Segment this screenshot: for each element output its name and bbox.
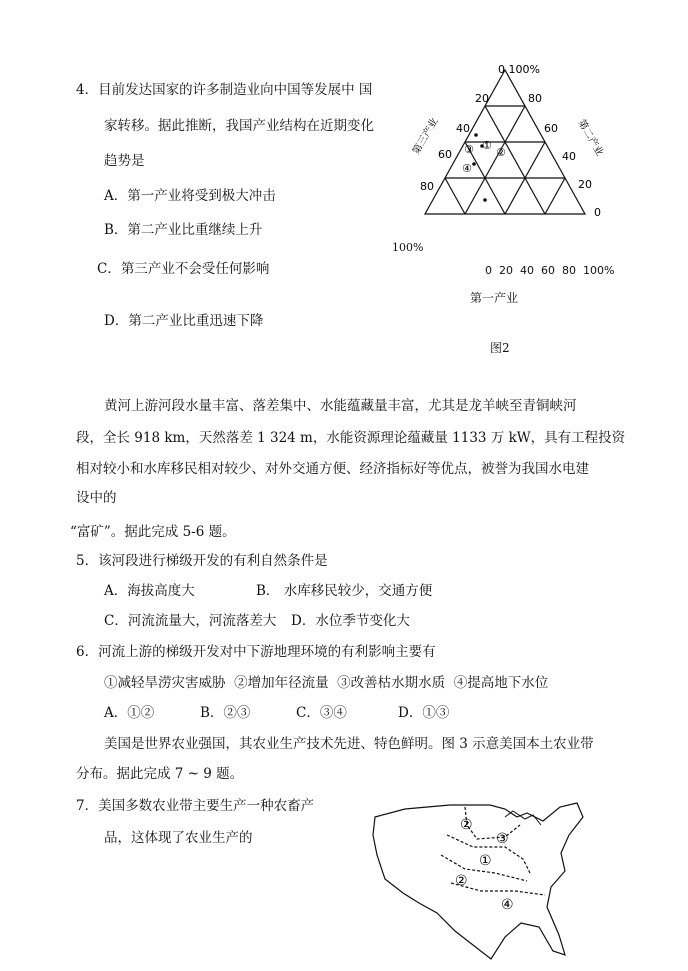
tick-left-60: 60 [438, 148, 452, 161]
axis-label-secondary: 第二产业 [575, 118, 605, 159]
point-label-1: ① [482, 139, 492, 152]
q5-option-d: D．水位季节变化大 [291, 613, 410, 629]
q5-option-c: C．河流流量大，河流落差大 [104, 613, 277, 629]
figure2-caption: 图2 [490, 341, 510, 355]
tick-right-0: 0 [594, 206, 601, 219]
point-label-2: ② [496, 146, 506, 159]
tick-right-80: 80 [528, 92, 542, 105]
us-outline [373, 803, 583, 959]
passage1-line4: 设中的 [76, 490, 117, 506]
map-label-2-north: ② [460, 817, 473, 833]
q6-option-b: B．②③ [200, 705, 251, 721]
tick-left-40: 40 [456, 122, 470, 135]
tick-left-80: 80 [420, 180, 434, 193]
q4-line1: 4．目前发达国家的许多制造业向中国等发展中 国 [76, 82, 373, 98]
tick-top: 0 100% [498, 63, 540, 76]
ternary-triangle [425, 70, 585, 214]
q6-option-c: C．③④ [296, 705, 347, 721]
map-label-1: ① [479, 853, 492, 869]
q4-option-c: C．第三产业不会受任何影响 [97, 261, 270, 277]
figure2-bottom-axis-label: 第一产业 [470, 291, 519, 305]
passage1-line5: “富矿”。据此完成 5-6 题。 [70, 524, 236, 540]
tick-right-40: 40 [562, 150, 576, 163]
passage2-line1: 美国是世界农业强国，其农业生产技术先进、特色鲜明。图 3 示意美国本土农业带 [104, 736, 594, 752]
point-label-4: ④ [462, 162, 472, 175]
q5-option-a: A．海拔高度大 [104, 583, 195, 599]
q7-line2: 品，这体现了农业生产的 [104, 830, 253, 846]
figure3-us-agriculture-map [355, 795, 595, 965]
q4-option-b: B．第二产业比重继续上升 [104, 222, 263, 238]
passage2-line2: 分布。据此完成 7 ~ 9 题。 [76, 766, 244, 782]
map-label-4: ④ [501, 897, 514, 913]
q6-option-d: D．①③ [398, 705, 450, 721]
tick-left-20: 20 [475, 92, 489, 105]
map-label-3: ③ [496, 831, 509, 847]
tick-right-20: 20 [578, 178, 592, 191]
figure2-left-100: 100% [392, 241, 424, 254]
passage1-line2: 段，全长 918 km，天然落差 1 324 m，水能资源理论蕴藏量 1133 万 kW，具有工程投资 [76, 430, 626, 446]
axis-label-tertiary: 第三产业 [411, 116, 441, 157]
q7-line1: 7．美国多数农业带主要生产一种农畜产 [76, 798, 315, 814]
figure2-ternary-diagram [410, 60, 630, 230]
figure2-bottom-ticks: 0 20 40 60 80 100% [485, 264, 615, 277]
map-label-2-south: ② [455, 873, 468, 889]
point-dot [472, 162, 476, 166]
q5-stem: 5．该河段进行梯级开发的有利自然条件是 [76, 553, 328, 569]
q6-stem: 6．河流上游的梯级开发对中下游地理环境的有利影响主要有 [76, 644, 436, 660]
q4-option-d: D．第二产业比重迅速下降 [104, 313, 264, 329]
q4-line3: 趋势是 [104, 153, 145, 169]
tick-right-60: 60 [544, 122, 558, 135]
passage1-line1: 黄河上游河段水量丰富、落差集中、水能蕴藏量丰富，尤其是龙羊峡至青铜峡河 [104, 398, 577, 414]
point-dot [483, 198, 487, 202]
q5-option-b: B． 水库移民较少，交通方便 [256, 583, 433, 599]
passage1-line3: 相对较小和水库移民相对较少、对外交通方便、经济指标好等优点，被誉为我国水电建 [76, 461, 589, 477]
q6-option-a: A．①② [104, 705, 155, 721]
point-label-3: ③ [464, 143, 474, 156]
q4-option-a: A．第一产业将受到极大冲击 [104, 188, 276, 204]
great-lakes [505, 811, 541, 825]
q4-line2: 家转移。据此推断，我国产业结构在近期变化 [104, 118, 374, 134]
q6-statements: ①减轻旱涝灾害威胁 ②增加年径流量 ③改善枯水期水质 ④提高地下水位 [104, 675, 549, 691]
point-dot [474, 133, 478, 137]
